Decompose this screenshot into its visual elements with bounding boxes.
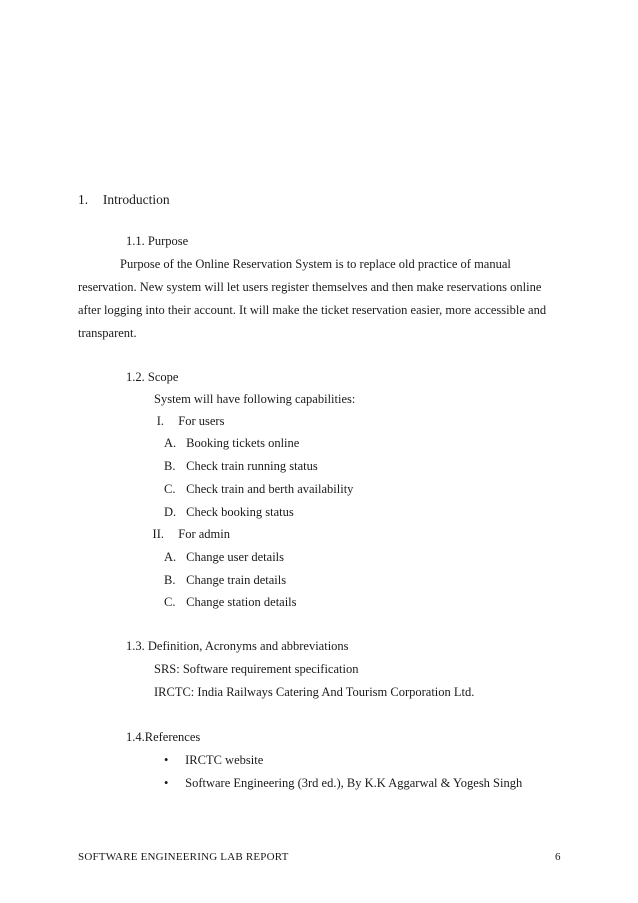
list-item — [164, 594, 297, 610]
list-item-text: Booking tickets online — [186, 436, 300, 450]
section-title: Introduction — [102, 192, 170, 207]
list-item — [164, 504, 294, 520]
list-item-text: Check booking status — [186, 505, 294, 519]
list-marker: B. — [164, 459, 176, 473]
list-item-text: Change user details — [186, 550, 285, 564]
list-item-text: Change train details — [186, 573, 287, 587]
section-heading — [78, 192, 170, 208]
purpose-line-4: transparent. — [78, 326, 137, 340]
definition-srs: SRS: Software requirement specification — [154, 662, 359, 676]
list-marker: D. — [164, 505, 177, 519]
reference-item — [164, 752, 263, 768]
list-item — [164, 549, 284, 565]
scope-group-users — [144, 413, 224, 429]
references-heading: 1.4.References — [126, 730, 201, 744]
definitions-heading: 1.3. Definition, Acronyms and abbreviations — [126, 639, 349, 653]
list-item-text: Check train and berth availability — [186, 482, 354, 496]
bullet-icon: • — [164, 776, 169, 790]
purpose-heading: 1.1. Purpose — [126, 234, 189, 248]
purpose-line-3: after logging into their account. It will make the ticket reservation easier, more accessible and — [78, 303, 547, 317]
scope-group-admin — [144, 526, 230, 542]
group-label: For admin — [178, 527, 230, 541]
list-marker: A. — [164, 436, 177, 450]
list-marker: A. — [164, 550, 177, 564]
group-label: For users — [178, 414, 225, 428]
scope-heading: 1.2. Scope — [126, 370, 179, 384]
purpose-line-1: Purpose of the Online Reservation System is to replace old practice of manual — [120, 257, 511, 271]
list-item-text: Change station details — [186, 595, 297, 609]
list-marker: II. — [152, 527, 164, 541]
list-marker: C. — [164, 595, 176, 609]
list-item — [164, 481, 353, 497]
footer-title: SOFTWARE ENGINEERING LAB REPORT — [78, 851, 289, 863]
section-number: 1. — [78, 192, 89, 207]
footer-page-number: 6 — [555, 851, 561, 863]
purpose-line-2: reservation. New system will let users register themselves and then make reservations online — [78, 280, 542, 294]
list-item-text: Check train running status — [186, 459, 318, 473]
bullet-icon: • — [164, 753, 169, 767]
scope-intro: System will have following capabilities: — [154, 392, 356, 406]
reference-text: Software Engineering (3rd ed.), By K.K Aggarwal & Yogesh Singh — [185, 776, 523, 790]
reference-text: IRCTC website — [185, 753, 264, 767]
list-item — [164, 435, 299, 451]
list-item — [164, 572, 286, 588]
list-marker: I. — [156, 414, 164, 428]
list-marker: B. — [164, 573, 176, 587]
list-marker: C. — [164, 482, 176, 496]
list-item — [164, 458, 318, 474]
reference-item — [164, 775, 522, 791]
definition-irctc: IRCTC: India Railways Catering And Tourism Corporation Ltd. — [154, 685, 475, 699]
